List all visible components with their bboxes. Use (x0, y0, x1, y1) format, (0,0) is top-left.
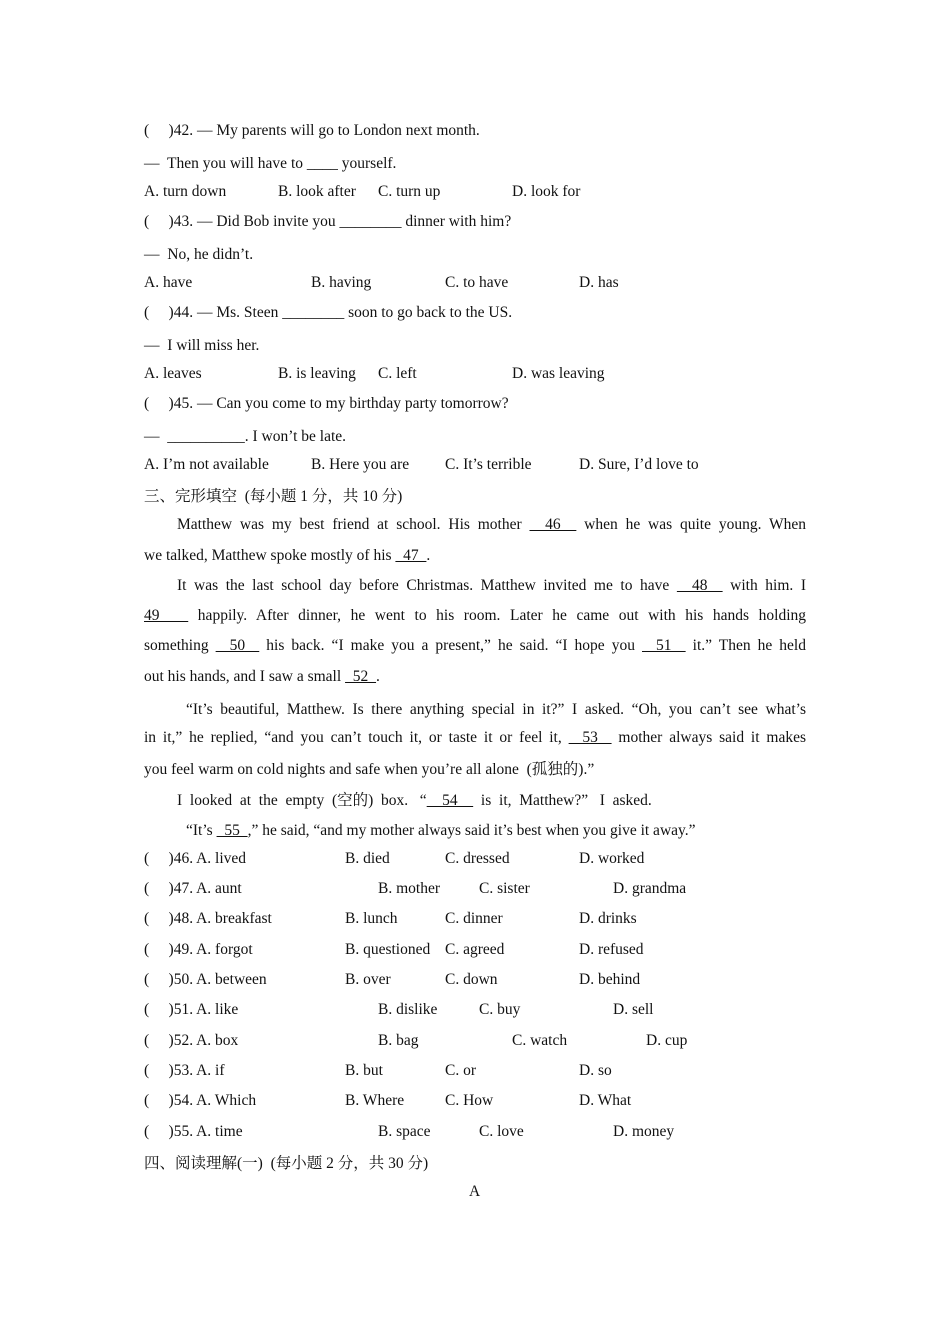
passage-text: his back. “I make you a present,” he said. “I hope you (259, 637, 642, 654)
option-c: C. dressed (445, 850, 510, 867)
passage-text: “It’s beautiful, Matthew. Is there anything special in it?” I asked. “Oh, you can’t see what’s (186, 701, 806, 718)
passage-line (177, 576, 806, 596)
blank-number: 51 (642, 637, 686, 654)
passage-line (144, 728, 806, 748)
question-stem: ( )45. — Can you come to my birthday party tomorrow? (144, 395, 509, 412)
question-number-option-a: ( )51. A. like (144, 1001, 239, 1018)
passage-text: in it,” he replied, “and you can’t touch it, or taste it or feel it, (144, 729, 569, 746)
option-d: D. Sure, I’d love to (579, 456, 699, 473)
option-d: D. refused (579, 941, 644, 958)
passage-line (144, 760, 594, 780)
option-c: C. down (445, 971, 498, 988)
passage-line (144, 606, 806, 626)
question-number-option-a: ( )52. A. box (144, 1032, 239, 1049)
option-c: C. to have (445, 274, 509, 291)
question-number-option-a: ( )50. A. between (144, 971, 267, 988)
blank-number: 53 (568, 729, 612, 746)
passage-text: happily. After dinner, he went to his room. Later he came out with his hands holding (188, 607, 806, 624)
passage-text: Matthew was my best friend at school. His mother (177, 516, 530, 533)
option-b: B. is leaving (278, 365, 356, 382)
option-d: D. What (579, 1092, 632, 1109)
blank-number: 52 (345, 668, 377, 685)
option-a: A. turn down (144, 183, 227, 200)
passage-text: I looked at the empty (空的) box. “ (177, 792, 427, 809)
passage-line (144, 546, 430, 566)
passage-text: . (376, 668, 380, 685)
blank-number: 49 (144, 607, 189, 624)
option-d: D. look for (512, 183, 581, 200)
blank-number: 47 (395, 547, 427, 564)
option-b: B. space (378, 1123, 431, 1140)
blank-number: 48 (676, 577, 723, 594)
option-a: A. have (144, 274, 193, 291)
question-number-option-a: ( )49. A. forgot (144, 941, 253, 958)
option-c: C. It’s terrible (445, 456, 532, 473)
option-d: D. money (613, 1123, 675, 1140)
dialogue-reply: — I will miss her. (144, 337, 260, 354)
question-stem: ( )44. — Ms. Steen ________ soon to go back to the US. (144, 304, 513, 321)
option-c: C. agreed (445, 941, 505, 958)
passage-text: it.” Then he held (685, 637, 806, 654)
option-b: B. having (311, 274, 372, 291)
question-number-option-a: ( )47. A. aunt (144, 880, 242, 897)
passage-text: ,” he said, “and my mother always said it’s best when you give it away.” (247, 822, 696, 839)
option-c: C. left (378, 365, 417, 382)
passage-text: It was the last school day before Christmas. Matthew invited me to have (177, 577, 677, 594)
question-number-option-a: ( )54. A. Which (144, 1092, 257, 1109)
option-c: C. love (479, 1123, 524, 1140)
option-b: B. mother (378, 880, 440, 897)
dialogue-reply: — Then you will have to ____ yourself. (144, 155, 397, 172)
passage-text: you feel warm on cold nights and safe when you’re all alone (孤独的).” (144, 761, 595, 778)
passage-text: something (144, 637, 216, 654)
passage-text: with him. I (722, 577, 806, 594)
blank-number: 46 (529, 516, 577, 533)
option-a: A. I’m not available (144, 456, 269, 473)
option-c: C. watch (512, 1032, 568, 1049)
option-d: D. sell (613, 1001, 654, 1018)
question-number-option-a: ( )46. A. lived (144, 850, 247, 867)
passage-line (186, 700, 806, 720)
passage-label: A (469, 1183, 481, 1200)
option-c: C. or (445, 1062, 476, 1079)
passage-line (144, 636, 806, 656)
option-c: C. How (445, 1092, 494, 1109)
dialogue-reply: — __________. I won’t be late. (144, 428, 347, 445)
option-b: B. look after (278, 183, 356, 200)
option-b: B. died (345, 850, 390, 867)
dialogue-reply: — No, he didn’t. (144, 246, 254, 263)
question-stem: ( )43. — Did Bob invite you ________ dinner with him? (144, 213, 512, 230)
option-c: C. buy (479, 1001, 521, 1018)
question-number-option-a: ( )53. A. if (144, 1062, 225, 1079)
passage-text: mother always said it makes (611, 729, 807, 746)
option-d: D. cup (646, 1032, 688, 1049)
passage-text: . (426, 547, 431, 564)
option-b: B. but (345, 1062, 383, 1079)
option-d: D. worked (579, 850, 645, 867)
blank-number: 50 (215, 637, 260, 654)
option-b: B. lunch (345, 910, 398, 927)
option-c: C. sister (479, 880, 530, 897)
blank-number: 55 (216, 822, 248, 839)
option-d: D. was leaving (512, 365, 605, 382)
option-b: B. Here you are (311, 456, 410, 473)
passage-text: we talked, Matthew spoke mostly of his (144, 547, 396, 564)
question-number-option-a: ( )48. A. breakfast (144, 910, 272, 927)
blank-number: 54 (426, 792, 474, 809)
passage-text: is it, Matthew?” I asked. (473, 792, 652, 809)
passage-line (177, 791, 652, 811)
option-d: D. behind (579, 971, 641, 988)
option-c: C. turn up (378, 183, 441, 200)
question-stem: ( )42. — My parents will go to London next month. (144, 122, 480, 139)
passage-text: “It’s (186, 822, 217, 839)
option-d: D. grandma (613, 880, 687, 897)
section-heading-reading: 四、阅读理解(一) (每小题 2 分，共 30 分) (144, 1155, 429, 1172)
option-c: C. dinner (445, 910, 503, 927)
option-b: B. over (345, 971, 391, 988)
section-heading-cloze: 三、完形填空 (每小题 1 分，共 10 分) (144, 488, 403, 505)
option-d: D. drinks (579, 910, 637, 927)
option-d: D. has (579, 274, 619, 291)
option-d: D. so (579, 1062, 612, 1079)
passage-line (144, 667, 380, 687)
option-b: B. bag (378, 1032, 419, 1049)
option-b: B. Where (345, 1092, 405, 1109)
passage-line (177, 515, 806, 535)
passage-line (186, 821, 696, 841)
question-number-option-a: ( )55. A. time (144, 1123, 243, 1140)
option-b: B. dislike (378, 1001, 438, 1018)
option-a: A. leaves (144, 365, 202, 382)
passage-text: when he was quite young. When (576, 516, 807, 533)
passage-text: out his hands, and I saw a small (144, 668, 346, 685)
option-b: B. questioned (345, 941, 431, 958)
